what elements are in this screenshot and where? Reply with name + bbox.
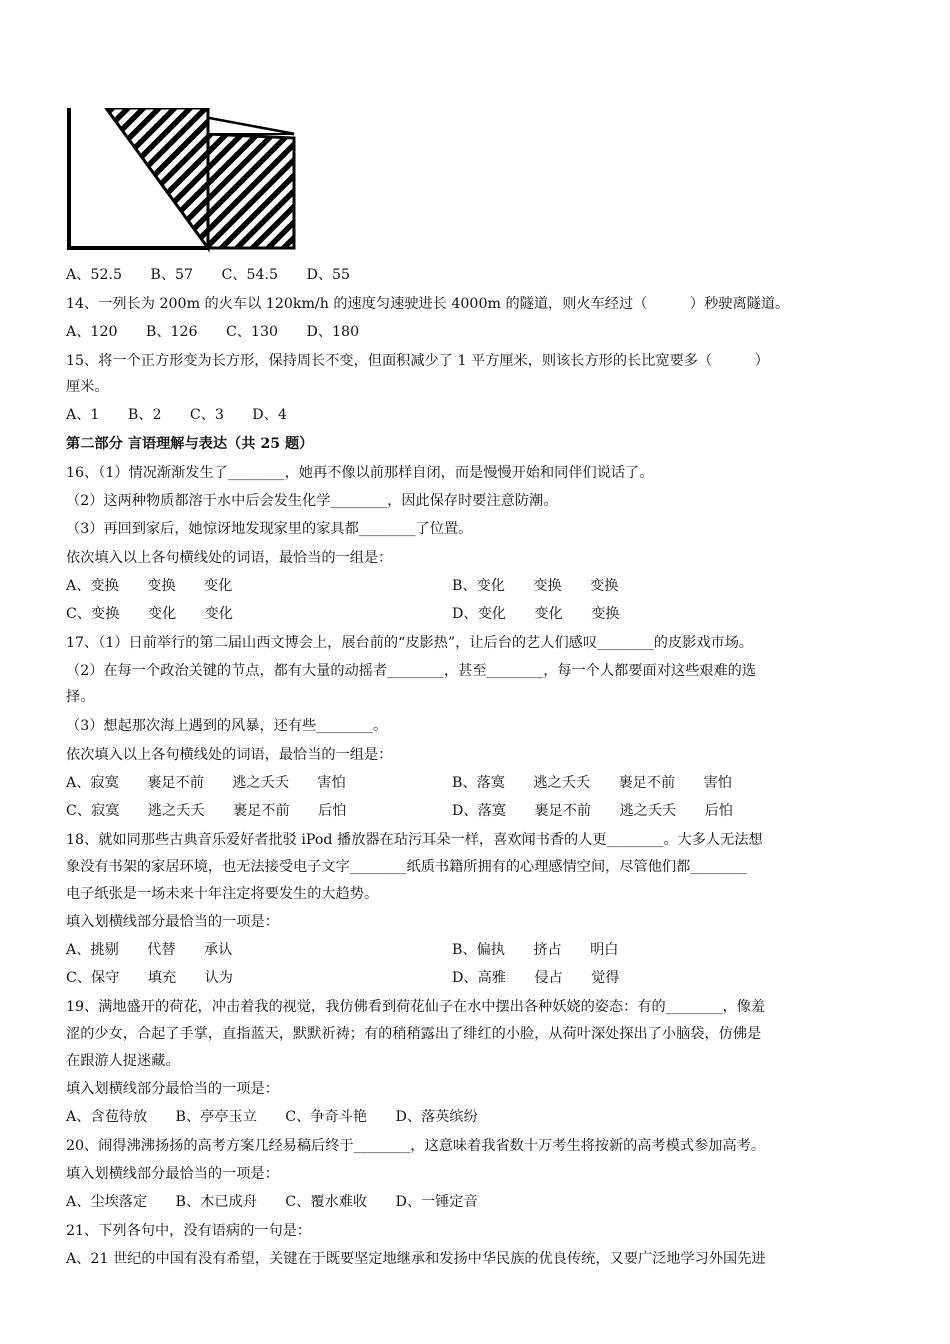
q18-line3: 电子纸张是一场未来十年注定将要发生的大趋势。 — [66, 886, 379, 902]
q15-options: A、1 B、2 C、3 D、4 — [66, 407, 287, 423]
q17-prompt: 依次填入以上各句横线处的词语，最恰当的一组是： — [66, 747, 393, 763]
q16-prompt: 依次填入以上各句横线处的词语，最恰当的一组是： — [66, 550, 393, 566]
q17-option-b: B、落寞 逃之夭夭 裹足不前 害怕 — [452, 775, 732, 791]
q14-options: A、120 B、126 C、130 D、180 — [66, 324, 360, 340]
section-title: 第二部分 言语理解与表达（共 25 题） — [66, 436, 314, 452]
q18-option-b: B、偏执 挤占 明白 — [452, 942, 619, 958]
q20-options: A、尘埃落定 B、木已成舟 C、覆水难收 D、一锤定音 — [66, 1194, 478, 1210]
q16-option-b: B、变化 变换 变换 — [452, 578, 619, 594]
q16-sentence2: （2）这两种物质都溶于水中后会发生化学________，因此保存时要注意防潮。 — [66, 493, 558, 509]
q16-sentence1: 16、（1）情况渐渐发生了________，她再不像以前那样自闭，而是慢慢开始和同伴们说话了。 — [66, 465, 654, 481]
q14-stem: 14、一列长为 200m 的火车以 120km/h 的速度匀速驶进长 4000m 的隧道，则火车经过（ ）秒驶离隧道。 — [66, 296, 790, 312]
q17-option-a: A、寂寞 裹足不前 逃之夭夭 害怕 — [66, 775, 346, 791]
q18-option-c: C、保守 填充 认为 — [66, 970, 233, 986]
q17-sentence2-line2: 择。 — [66, 689, 95, 705]
q17-sentence3: （3）想起那次海上遇到的风暴，还有些________。 — [66, 718, 388, 734]
q19-line3: 在跟游人捉迷藏。 — [66, 1053, 180, 1069]
q21-stem: 21、下列各句中，没有语病的一句是： — [66, 1223, 312, 1239]
q16-option-c: C、变换 变化 变化 — [66, 606, 233, 622]
q18-line1: 18、就如同那些古典音乐爱好者批驳 iPod 播放器在玷污耳朵一样，喜欢闻书香的人更________。大多人无法想 — [66, 832, 763, 848]
q18-option-a: A、挑剔 代替 承认 — [66, 942, 233, 958]
q16-option-d: D、变化 变化 变换 — [452, 606, 620, 622]
q15-stem-line1: 15、将一个正方形变为长方形，保持周长不变，但面积减少了 1 平方厘米，则该长方形的长比宽要多（ ） — [66, 353, 769, 369]
q20-prompt: 填入划横线部分最恰当的一项是： — [66, 1166, 279, 1182]
hatched-geometry-figure — [62, 108, 302, 256]
q20-stem: 20、闹得沸沸扬扬的高考方案几经易稿后终于________，这意味着我省数十万考生将按新的高考模式参加高考。 — [66, 1138, 766, 1154]
q17-option-c: C、寂寞 逃之夭夭 裹足不前 后怕 — [66, 803, 347, 819]
q19-options: A、含苞待放 B、亭亭玉立 C、争奇斗艳 D、落英缤纷 — [66, 1109, 478, 1125]
q17-sentence2-line1: （2）在每一个政治关键的节点，都有大量的动摇者________，甚至________，每一个人都要面对这些艰难的选 — [66, 663, 757, 679]
q16-sentence3: （3）再回到家后，她惊讶地发现家里的家具都________了位置。 — [66, 521, 473, 537]
q19-line1: 19、满地盛开的荷花，冲击着我的视觉，我仿佛看到荷花仙子在水中摆出各种妖娆的姿态：有的________，像羞 — [66, 999, 766, 1015]
q13-options: A、52.5 B、57 C、54.5 D、55 — [66, 267, 351, 283]
q18-option-d: D、高雅 侵占 觉得 — [452, 970, 620, 986]
q16-option-a: A、变换 变换 变化 — [66, 578, 233, 594]
q18-prompt: 填入划横线部分最恰当的一项是： — [66, 914, 279, 930]
q21-option-a: A、21 世纪的中国有没有希望，关键在于既要坚定地继承和发扬中华民族的优良传统，又要广泛地学习外国先进 — [66, 1251, 766, 1267]
q19-prompt: 填入划横线部分最恰当的一项是： — [66, 1081, 279, 1097]
q17-option-d: D、落寞 裹足不前 逃之夭夭 后怕 — [452, 803, 733, 819]
q15-stem-line2: 厘米。 — [66, 379, 109, 395]
q17-sentence1: 17、（1）日前举行的第二届山西文博会上，展台前的“皮影热”，让后台的艺人们感叹________的皮影戏市场。 — [66, 635, 754, 651]
q18-line2: 象没有书架的家居环境，也无法接受电子文字________纸质书籍所拥有的心理感情空间，尽管他们都________ — [66, 859, 748, 875]
q19-line2: 涩的少女，合起了手掌，直指蓝天，默默祈祷；有的稍稍露出了绯红的小脸，从荷叶深处探出了小脑袋，仿佛是 — [66, 1026, 762, 1042]
